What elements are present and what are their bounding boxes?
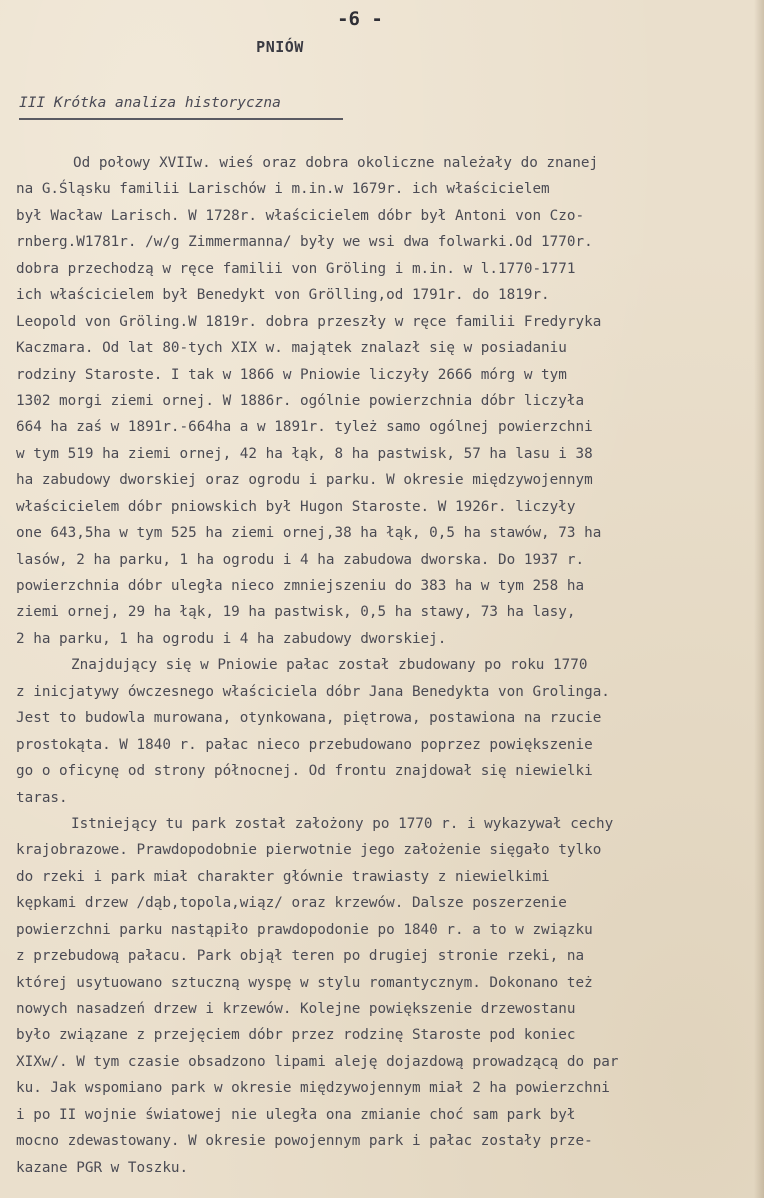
- text-line: był Wacław Larisch. W 1728r. właścicielem dóbr był Antoni von Czo-: [16, 207, 585, 224]
- text-line: ha zabudowy dworskiej oraz ogrodu i parku. W okresie międzywojennym: [16, 472, 593, 489]
- text-line: ku. Jak wspomiano park w okresie międzywojennym miał 2 ha powierzchni: [16, 1080, 610, 1097]
- paragraph-palace: [16, 652, 758, 811]
- text-line: Kaczmara. Od lat 80-tych XIX w. majątek znalazł się w posiadaniu: [16, 340, 567, 357]
- text-line: do rzeki i park miał charakter głównie trawiasty z niewielkimi: [16, 868, 550, 885]
- text-line: na G.Śląsku familii Larischów i m.in.w 1679r. ich właścicielem: [16, 181, 550, 198]
- text-line: nowych nasadzeń drzew i krzewów. Kolejne powiększenie drzewostanu: [16, 1001, 576, 1017]
- text-line: rnberg.W1781r. /w/g Zimmermanna/ były we wsi dwa folwarki.Od 1770r.: [16, 234, 593, 251]
- text-line: 1302 morgi ziemi ornej. W 1886r. ogólnie powierzchnia dóbr liczyła: [16, 392, 585, 409]
- body-text: [16, 150, 758, 1181]
- text-line: 2 ha parku, 1 ha ogrodu i 4 ha zabudowy dworskiej.: [16, 630, 447, 647]
- text-line: XIXw/. W tym czasie obsadzono lipami aleję dojazdową prowadzącą do par: [16, 1053, 619, 1070]
- text-line: i po II wojnie światowej nie uległa ona zmianie choć sam park był: [16, 1106, 576, 1123]
- text-line: dobra przechodzą w ręce familii von Gröling i m.in. w l.1770-1771: [16, 260, 576, 277]
- text-line: Leopold von Gröling.W 1819r. dobra przeszły w ręce familii Fredyryka: [16, 313, 602, 330]
- text-line: Jest to budowla murowana, otynkowana, piętrowa, postawiona na rzucie: [16, 710, 602, 727]
- text-line: go o oficynę od strony północnej. Od frontu znajdował się niewielki: [16, 763, 593, 780]
- text-line: krajobrazowe. Prawdopodobnie pierwotnie jego założenie sięgało tylko: [16, 842, 602, 859]
- text-line: rodziny Staroste. I tak w 1866 w Pniowie liczyły 2666 mórg w tym: [16, 366, 567, 383]
- text-line: Od połowy XVIIw. wieś oraz dobra okoliczne należały do znanej: [73, 155, 599, 171]
- paragraph-park: [16, 811, 758, 1181]
- text-line: było związane z przejęciem dóbr przez rodzinę Staroste pod koniec: [16, 1027, 576, 1044]
- text-line: mocno zdewastowany. W okresie powojennym park i pałac zostały prze-: [16, 1133, 593, 1150]
- text-line: kazane PGR w Toszku.: [16, 1159, 189, 1176]
- page-number: -6 -: [337, 8, 383, 30]
- paragraph-history: [16, 150, 758, 652]
- text-line: Znajdujący się w Pniowie pałac został zbudowany po roku 1770: [71, 657, 588, 674]
- text-line: ich właścicielem był Benedykt von Grölling,od 1791r. do 1819r.: [16, 287, 550, 304]
- text-line: ziemi ornej, 29 ha łąk, 19 ha pastwisk, 0,5 ha stawy, 73 ha lasy,: [16, 604, 576, 621]
- text-line: 664 ha zaś w 1891r.-664ha a w 1891r. tyleż samo ogólnej powierzchni: [16, 419, 593, 436]
- text-line: kępkami drzew /dąb,topola,wiąz/ oraz krzewów. Dalsze poszerzenie: [16, 895, 567, 912]
- section-title-underline: [19, 118, 343, 120]
- text-line: one 643,5ha w tym 525 ha ziemi ornej,38 ha łąk, 0,5 ha stawów, 73 ha: [16, 525, 602, 542]
- text-line: lasów, 2 ha parku, 1 ha ogrodu i 4 ha zabudowa dworska. Do 1937 r.: [16, 551, 585, 568]
- text-line: z inicjatywy ówczesnego właściciela dóbr Jana Benedykta von Grolinga.: [16, 683, 610, 700]
- document-heading: PNIÓW: [256, 38, 304, 56]
- text-line: powierzchnia dóbr uległa nieco zmniejszeniu do 383 ha w tym 258 ha: [16, 578, 585, 594]
- text-line: prostokąta. W 1840 r. pałac nieco przebudowano poprzez powiększenie: [16, 736, 593, 753]
- text-line: powierzchni parku nastąpiło prawdopodonie po 1840 r. a to w związku: [16, 921, 593, 938]
- section-title: III Krótka analiza historyczna: [19, 95, 281, 111]
- text-line: taras.: [16, 789, 68, 806]
- text-line: z przebudową pałacu. Park objął teren po drugiej stronie rzeki, na: [16, 948, 585, 965]
- text-line: której usytuowano sztuczną wyspę w stylu romantycznym. Dokonano też: [16, 974, 593, 991]
- text-line: w tym 519 ha ziemi ornej, 42 ha łąk, 8 ha pastwisk, 57 ha lasu i 38: [16, 445, 593, 462]
- text-line: właścicielem dóbr pniowskich był Hugon Staroste. W 1926r. liczyły: [16, 498, 576, 515]
- text-line: Istniejący tu park został założony po 1770 r. i wykazywał cechy: [71, 815, 614, 832]
